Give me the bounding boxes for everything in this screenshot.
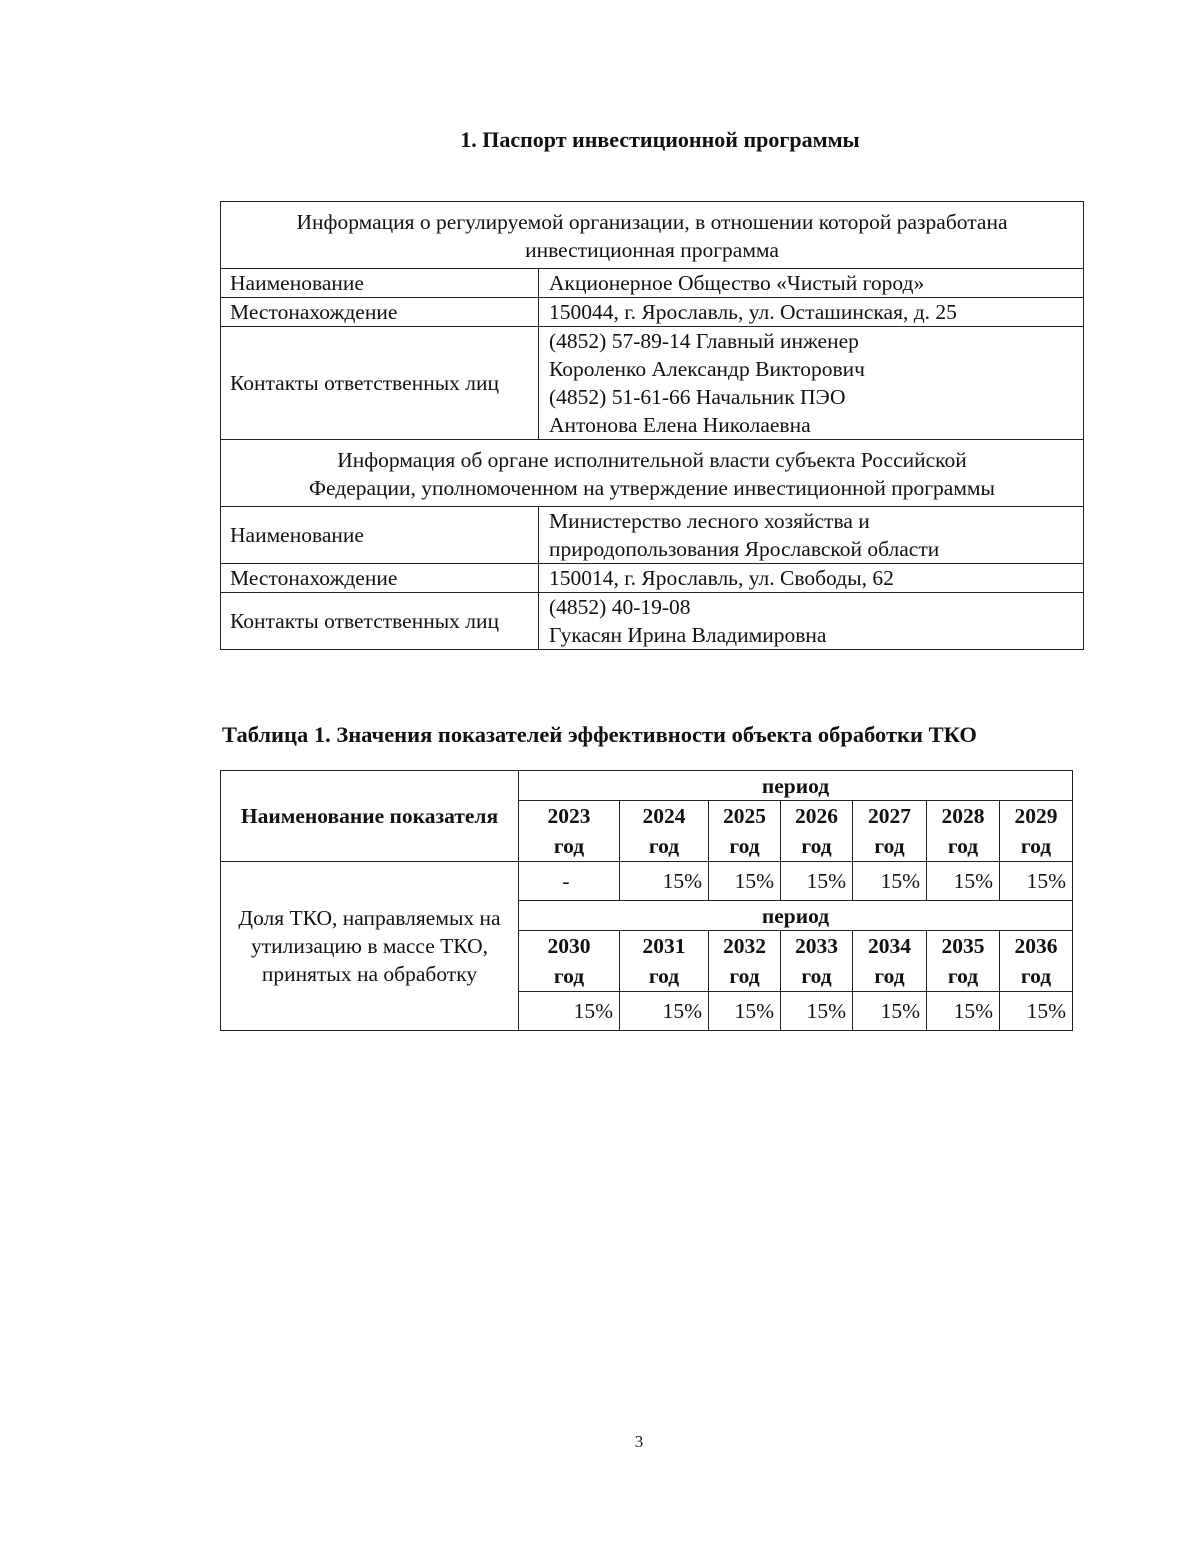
value-cell: 15%	[781, 992, 853, 1031]
authority-name-label: Наименование	[221, 507, 539, 564]
org-section-title-line-1: Информация о регулируемой организации, в отношении которой разработана	[296, 210, 1008, 234]
year-header: 2023 год	[519, 801, 620, 862]
year-header: 2033 год	[781, 931, 853, 992]
year-header: 2027 год	[853, 801, 927, 862]
year-header: 2024 год	[620, 801, 709, 862]
authority-name-row	[221, 507, 1084, 564]
authority-contact-line: (4852) 40-19-08	[549, 595, 691, 619]
org-location-label: Местонахождение	[221, 298, 539, 327]
org-section-title	[221, 202, 1084, 269]
authority-section-row	[221, 440, 1084, 507]
org-name-label: Наименование	[221, 269, 539, 298]
org-name-row	[221, 269, 1084, 298]
org-contact-line: (4852) 51-61-66 Начальник ПЭО	[549, 385, 846, 409]
value-cell: 15%	[853, 992, 927, 1031]
table1-title: Таблица 1. Значения показателей эффективности объекта обработки ТКО	[222, 722, 977, 747]
values-row-1	[221, 862, 1073, 901]
value-cell: 15%	[781, 862, 853, 901]
period-label: период	[519, 771, 1073, 801]
value-cell: 15%	[853, 862, 927, 901]
org-location-value: 150044, г. Ярославль, ул. Осташинская, д. 25	[539, 298, 1084, 327]
year-header: 2031 год	[620, 931, 709, 992]
value-cell: 15%	[620, 992, 709, 1031]
year-header: 2028 год	[927, 801, 1000, 862]
value-cell: 15%	[927, 992, 1000, 1031]
authority-section-title-line-1: Информация об органе исполнительной власти субъекта Российской	[337, 448, 967, 472]
value-cell: -	[519, 862, 620, 901]
indicator-header: Наименование показателя	[221, 771, 519, 862]
value-cell: 15%	[709, 862, 781, 901]
org-location-row	[221, 298, 1084, 327]
authority-contacts-value	[539, 593, 1084, 650]
year-header: 2029 год	[1000, 801, 1073, 862]
year-header: 2034 год	[853, 931, 927, 992]
authority-contacts-label: Контакты ответственных лиц	[221, 593, 539, 650]
period-label: период	[519, 901, 1073, 931]
year-header: 2025 год	[709, 801, 781, 862]
authority-name-line: Министерство лесного хозяйства и	[549, 509, 870, 533]
value-cell: 15%	[1000, 992, 1073, 1031]
value-cell: 15%	[927, 862, 1000, 901]
authority-name-line: природопользования Ярославской области	[549, 537, 940, 561]
org-contact-line: Короленко Александр Викторович	[549, 357, 865, 381]
authority-name-value	[539, 507, 1084, 564]
authority-section-title-line-2: Федерации, уполномоченном на утверждение инвестиционной программы	[309, 476, 995, 500]
org-contacts-value	[539, 327, 1084, 440]
period-row-1	[221, 771, 1073, 801]
org-name-value: Акционерное Общество «Чистый город»	[539, 269, 1084, 298]
year-header: 2035 год	[927, 931, 1000, 992]
org-section-row	[221, 202, 1084, 269]
value-cell: 15%	[519, 992, 620, 1031]
value-cell: 15%	[620, 862, 709, 901]
authority-section-title	[221, 440, 1084, 507]
year-header: 2032 год	[709, 931, 781, 992]
authority-location-value: 150014, г. Ярославль, ул. Свободы, 62	[539, 564, 1084, 593]
passport-table	[220, 201, 1084, 650]
org-contact-line: (4852) 57-89-14 Главный инженер	[549, 329, 859, 353]
authority-contact-line: Гукасян Ирина Владимировна	[549, 623, 827, 647]
indicator-name: Доля ТКО, направляемых на утилизацию в массе ТКО, принятых на обработку	[221, 862, 519, 1031]
indicators-table	[220, 770, 1073, 1031]
org-section-title-line-2: инвестиционная программа	[525, 238, 779, 262]
org-contacts-label: Контакты ответственных лиц	[221, 327, 539, 440]
org-contact-line: Антонова Елена Николаевна	[549, 413, 811, 437]
year-header: 2026 год	[781, 801, 853, 862]
page-number: 3	[634, 1432, 644, 1451]
authority-location-row	[221, 564, 1084, 593]
org-contacts-row	[221, 327, 1084, 440]
authority-location-label: Местонахождение	[221, 564, 539, 593]
value-cell: 15%	[1000, 862, 1073, 901]
year-header: 2030 год	[519, 931, 620, 992]
authority-contacts-row	[221, 593, 1084, 650]
value-cell: 15%	[709, 992, 781, 1031]
year-header: 2036 год	[1000, 931, 1073, 992]
section-heading: 1. Паспорт инвестиционной программы	[460, 127, 860, 152]
